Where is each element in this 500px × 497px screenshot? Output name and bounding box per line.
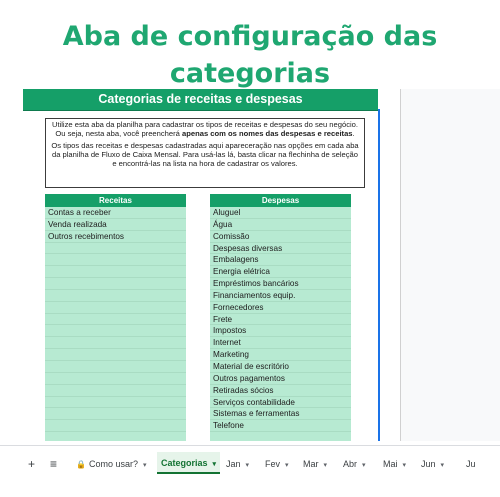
receitas-item[interactable]: [45, 302, 186, 314]
receitas-item[interactable]: [45, 314, 186, 326]
chevron-down-icon[interactable]: ▾: [362, 462, 366, 469]
instructions-paragraph-2: Os tipos das receitas e despesas cadastradas aqui apareceração nas opções em cada aba da planilha de Fluxo de Caixa Mensal. Para usá-las lá, basta clicar na flechinha de seleção e encontrá-las na lista na hora de cadastrar os valores.: [51, 141, 359, 168]
despesas-item[interactable]: Energia elétrica: [210, 266, 351, 278]
sheet-tab-label: Como usar?: [88, 459, 138, 469]
despesas-item[interactable]: Fornecedores: [210, 302, 351, 314]
despesas-item[interactable]: Frete: [210, 314, 351, 326]
sheet-tab-label: Ju: [466, 459, 476, 469]
sheet-title: Categorias de receitas e despesas: [23, 89, 378, 110]
headline-line-2: categorias: [169, 58, 331, 89]
instructions-text-a: Utilize esta aba da planilha para cadastrar os tipos de receitas e despesas do seu negócio. Ou seja, nesta aba, você preencherá: [51, 120, 359, 138]
despesas-column: [210, 194, 351, 441]
receitas-item[interactable]: [45, 266, 186, 278]
sheet-tab-label: Jun: [421, 459, 436, 469]
receitas-item[interactable]: [45, 278, 186, 290]
chevron-down-icon[interactable]: ▾: [143, 462, 147, 469]
receitas-list: [45, 207, 186, 441]
despesas-list: [210, 207, 351, 441]
receitas-item[interactable]: [45, 361, 186, 373]
receitas-item[interactable]: [45, 290, 186, 302]
headline: [0, 18, 500, 92]
receitas-item[interactable]: Outros recebimentos: [45, 231, 186, 243]
despesas-item[interactable]: Outros pagamentos: [210, 373, 351, 385]
spreadsheet-view[interactable]: [20, 89, 500, 441]
despesas-item[interactable]: [210, 432, 351, 441]
sheet-tab-label: Categorias: [161, 458, 208, 468]
add-sheet-button[interactable]: +: [28, 457, 36, 471]
despesas-header: Despesas: [210, 194, 351, 207]
despesas-item[interactable]: Despesas diversas: [210, 243, 351, 255]
chevron-down-icon[interactable]: ▾: [212, 461, 217, 468]
despesas-item[interactable]: Retiradas sócios: [210, 385, 351, 397]
sheet-tab[interactable]: [226, 454, 249, 474]
despesas-item[interactable]: Impostos: [210, 325, 351, 337]
receitas-item[interactable]: [45, 432, 186, 441]
chevron-down-icon[interactable]: ▾: [285, 462, 289, 469]
despesas-item[interactable]: Empréstimos bancários: [210, 278, 351, 290]
selection-border: [378, 109, 380, 441]
sheet-tab[interactable]: [76, 454, 147, 474]
despesas-item[interactable]: Marketing: [210, 349, 351, 361]
sheet-tab[interactable]: [343, 454, 366, 474]
sheet-tab-label: Mai: [383, 459, 398, 469]
despesas-item[interactable]: Internet: [210, 337, 351, 349]
receitas-item[interactable]: [45, 420, 186, 432]
despesas-item[interactable]: Serviços contabilidade: [210, 397, 351, 409]
despesas-item[interactable]: Comissão: [210, 231, 351, 243]
sheet-tab-bar: [0, 445, 500, 482]
receitas-item[interactable]: [45, 337, 186, 349]
despesas-item[interactable]: Água: [210, 219, 351, 231]
sheet-tab[interactable]: [421, 454, 444, 474]
instructions-text-end: .: [352, 128, 355, 138]
sheet-tab[interactable]: [157, 452, 220, 474]
chevron-down-icon[interactable]: ▾: [402, 462, 407, 469]
sheet-tab-label: Mar: [303, 459, 319, 469]
sheet-tab-label: Abr: [343, 459, 358, 469]
lock-icon: 🔒: [76, 460, 86, 469]
sheet-tab[interactable]: [303, 454, 327, 474]
title-divider: [23, 110, 378, 111]
instructions-paragraph-1: [49, 121, 361, 138]
sheet-tab-label: Fev: [265, 459, 281, 469]
receitas-item[interactable]: [45, 254, 186, 266]
empty-cells-area[interactable]: [400, 89, 500, 441]
sheet-tab-label: Jan: [226, 459, 241, 469]
receitas-item[interactable]: Contas a receber: [45, 207, 186, 219]
receitas-item[interactable]: [45, 397, 186, 409]
receitas-header: Receitas: [45, 194, 186, 207]
despesas-item[interactable]: Telefone: [210, 420, 351, 432]
receitas-item[interactable]: [45, 385, 186, 397]
chevron-down-icon[interactable]: ▾: [323, 462, 328, 469]
chevron-down-icon[interactable]: ▾: [245, 462, 250, 469]
sheet-tab[interactable]: [466, 454, 476, 474]
chevron-down-icon[interactable]: ▾: [440, 462, 445, 469]
headline-line-1: Aba de configuração das: [62, 21, 438, 52]
sheet-tab[interactable]: [265, 454, 289, 474]
receitas-item[interactable]: [45, 349, 186, 361]
despesas-item[interactable]: Material de escritório: [210, 361, 351, 373]
sheet-tab[interactable]: [383, 454, 406, 474]
instructions-box: [45, 118, 365, 188]
despesas-item[interactable]: Embalagens: [210, 254, 351, 266]
despesas-item[interactable]: Sistemas e ferramentas: [210, 408, 351, 420]
despesas-item[interactable]: Financiamentos equip.: [210, 290, 351, 302]
despesas-item[interactable]: Aluguel: [210, 207, 351, 219]
receitas-item[interactable]: Venda realizada: [45, 219, 186, 231]
all-sheets-menu-icon[interactable]: ≡: [50, 457, 58, 471]
receitas-item[interactable]: [45, 325, 186, 337]
receitas-item[interactable]: [45, 408, 186, 420]
receitas-item[interactable]: [45, 373, 186, 385]
receitas-column: [45, 194, 186, 441]
receitas-item[interactable]: [45, 243, 186, 255]
instructions-text-bold: apenas com os nomes das despesas e receitas: [182, 128, 353, 138]
